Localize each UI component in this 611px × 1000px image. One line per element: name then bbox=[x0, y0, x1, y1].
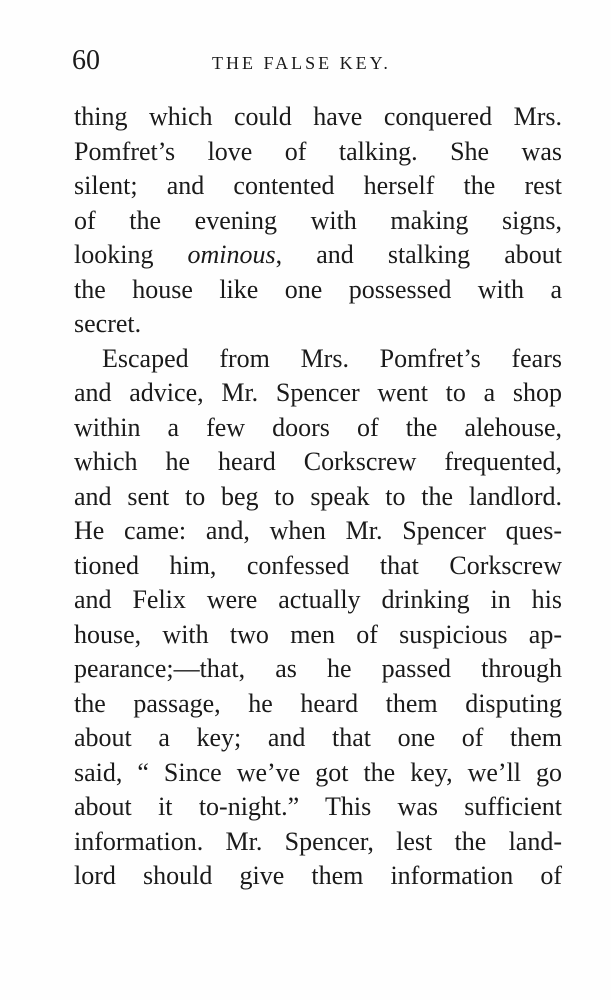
text-line: and Felix were actually drinking in his bbox=[74, 585, 562, 614]
text-line: said, “ Since we’ve got the key, we’ll go bbox=[74, 757, 562, 787]
text-line: of the evening with making signs, bbox=[74, 205, 562, 235]
text-line: about it to-night.” This was sufficient bbox=[74, 792, 562, 821]
text-line: the passage, he heard them disputing bbox=[74, 688, 562, 718]
body-text bbox=[74, 100, 562, 894]
text-line: which he heard Corkscrew frequented, bbox=[74, 447, 562, 476]
text-line: information. Mr. Spencer, lest the land- bbox=[74, 826, 562, 856]
text-line: the house like one possessed with a bbox=[74, 274, 562, 304]
page-number: 60 bbox=[72, 45, 100, 76]
text-line: and advice, Mr. Spencer went to a shop bbox=[74, 378, 562, 407]
text-line: about a key; and that one of them bbox=[74, 723, 562, 752]
text-line: Pomfret’s love of talking. She was bbox=[74, 136, 562, 166]
text-segment: , and stalking about bbox=[275, 240, 562, 269]
text-line: tioned him, confessed that Corkscrew bbox=[74, 550, 562, 580]
text-line: and sent to beg to speak to the landlord. bbox=[74, 481, 562, 511]
text-line: house, with two men of suspicious ap- bbox=[74, 619, 562, 649]
text-line: secret. bbox=[74, 309, 142, 338]
text-line bbox=[74, 238, 562, 273]
italic-word: ominous bbox=[187, 240, 276, 269]
text-line: pearance;—that, as he passed through bbox=[74, 654, 562, 683]
text-line: thing which could have conquered Mrs. bbox=[74, 102, 562, 131]
text-line: He came: and, when Mr. Spencer ques- bbox=[74, 516, 562, 545]
running-title: THE FALSE KEY. bbox=[212, 53, 391, 73]
text-line: silent; and contented herself the rest bbox=[74, 171, 562, 200]
text-line: lord should give them information of bbox=[74, 861, 562, 890]
text-segment: looking bbox=[74, 240, 188, 269]
text-line: Escaped from Mrs. Pomfret’s fears bbox=[102, 343, 562, 373]
page-header bbox=[72, 44, 562, 78]
text-line: within a few doors of the alehouse, bbox=[74, 412, 562, 442]
